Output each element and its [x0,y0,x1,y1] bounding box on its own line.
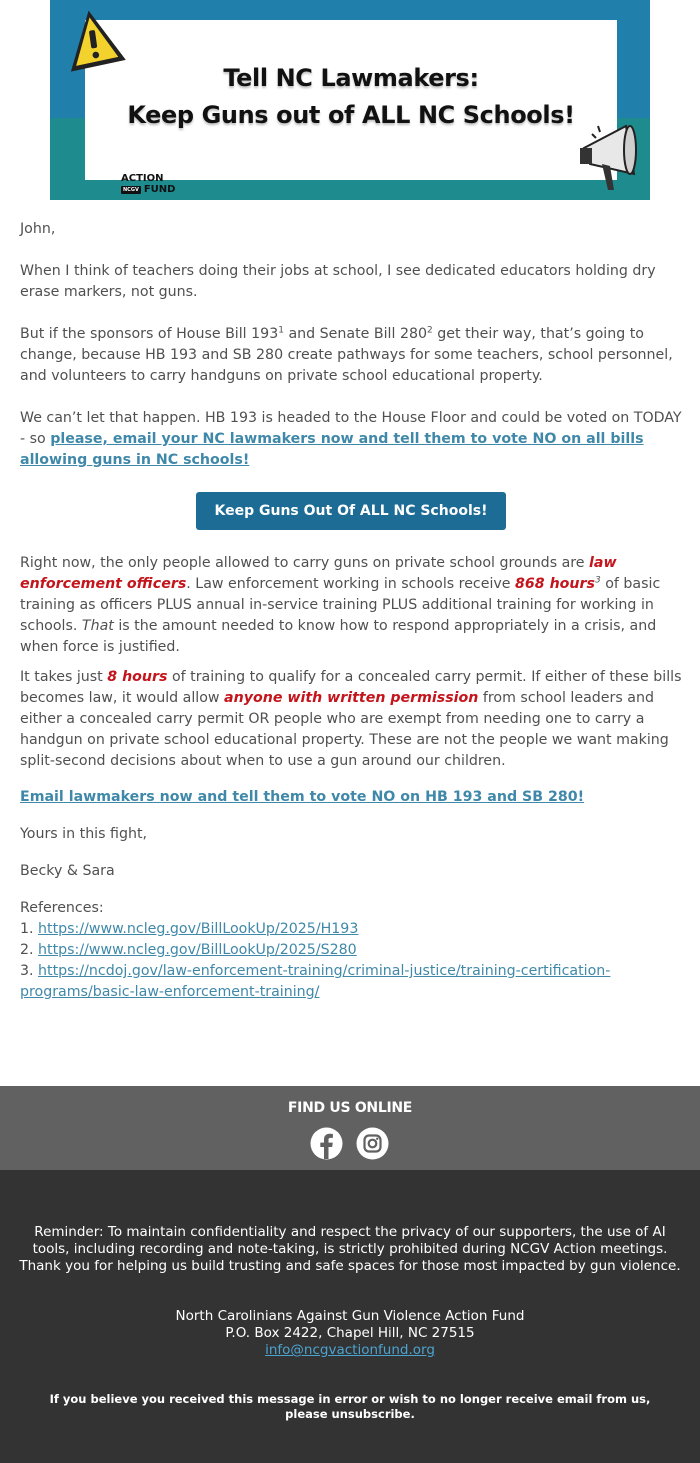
vote-no-link[interactable]: Email lawmakers now and tell them to vote NO on HB 193 and SB 280! [20,789,585,805]
banner-title-line2: Keep Guns out of ALL NC Schools! [127,101,575,129]
highlight-law-enforcement: law enforcement officers [20,555,617,592]
greeting: John, [20,221,56,237]
paragraph-1: When I think of teachers doing their jobs at school, I see dedicated educators holding dry erase markers, not guns. [20,263,656,300]
instagram-icon[interactable] [356,1127,389,1160]
contact-email-link[interactable]: info@ncgvactionfund.org [265,1342,435,1358]
hero-banner [50,0,650,200]
legal-footer [0,1170,700,1463]
button-wrapper [20,492,682,530]
signature: Becky & Sara [20,863,115,879]
references-title: References: [20,900,104,916]
reference-link-2[interactable]: https://www.ncleg.gov/BillLookUp/2025/S280 [38,942,357,958]
unsubscribe-notice[interactable]: If you believe you received this message in error or wish to no longer receive email from us, please unsubscribe. [49,1392,651,1421]
footnote-2: 2 [427,325,433,336]
warning-icon [63,6,127,76]
banner-title [85,60,617,134]
banner-title-line1: Tell NC Lawmakers: [223,64,479,92]
reference-item: 2. https://www.ncleg.gov/BillLookUp/2025/S280 [20,942,357,958]
org-address [0,1308,700,1359]
logo-badge: NCGV [123,187,139,193]
cta-paragraph [20,787,682,808]
find-us-title: FIND US ONLINE [287,1100,413,1116]
reference-item: 1. https://www.ncleg.gov/BillLookUp/2025/H193 [20,921,359,937]
org-name: North Carolinians Against Gun Violence Action Fund [175,1308,525,1324]
highlight-8-hours: 8 hours [107,669,168,685]
email-body [20,219,682,1003]
reference-link-3[interactable]: https://ncdoj.gov/law-enforcement-training/criminal-justice/training-certification-programs/basic-law-enforcement-training/ [20,963,611,1000]
action-fund-logo [121,174,175,195]
footnote-3: 3 [594,575,601,586]
references [20,898,682,1003]
highlight-868-hours: 868 hours [515,576,595,592]
banner-card [85,20,617,195]
megaphone-icon [578,120,648,196]
social-footer [0,1086,700,1170]
paragraph-2: But if the sponsors of House Bill $193^1$ and Senate Bill $280^2$ get their way, that’s going to change, because HB 193 and SB 280 create pathways for some teachers, school personnel, and volunteers to carry handguns on private school educational property. [20,325,673,384]
reference-link-1[interactable]: https://www.ncleg.gov/BillLookUp/2025/H193 [38,921,359,937]
email-lawmakers-link[interactable]: please, email your NC lawmakers now and tell them to vote NO on all bills allowing guns in NC schools! [20,431,644,468]
signoff: Yours in this fight, [20,826,148,842]
facebook-icon[interactable] [310,1127,343,1160]
highlight-written-permission: anyone with written permission [224,690,479,706]
ai-reminder: Reminder: To maintain confidentiality and respect the privacy of our supporters, the use of AI tools, including recording and note-taking, is strictly prohibited during NCGV Action meetings. Thank you for helping us build trusting and safe spaces for those most impacted by gun violence. [19,1224,681,1274]
keep-guns-out-button[interactable]: Keep Guns Out Of ALL NC Schools! [196,492,506,530]
logo-line2: FUND [143,184,176,195]
paragraph-3: We can’t let that happen. HB 193 is headed to the House Floor and could be voted on TODAY - so please, email your NC lawmakers now and tell them to vote NO on all bills allowing guns in NC schools! [20,410,682,468]
footnote-1: 1 [278,325,284,336]
postal-address: P.O. Box 2422, Chapel Hill, NC 27515 [225,1325,475,1341]
paragraph-4: Right now, the only people allowed to carry guns on private school grounds are law enforcement officers. Law enforcement working in schools receive 868 hours$^3$ of basic training as officers PLUS annual in-service training PLUS additional training for working in schools. That is the amount needed to know how to respond appropriately in a crisis, and when force is justified. [20,555,661,655]
logo-line1: ACTION [121,173,164,184]
reference-item: 3. https://ncdoj.gov/law-enforcement-training/criminal-justice/training-certification-programs/basic-law-enforcement-training/ [20,963,611,1000]
paragraph-5: It takes just 8 hours of training to qualify for a concealed carry permit. If either of these bills becomes law, it would allow anyone with written permission from school leaders and either a concealed carry permit OR people who are exempt from needing one to carry a handgun on private school educational property. These are not the people we want making split-second decisions about when to use a gun around our children. [20,669,682,769]
